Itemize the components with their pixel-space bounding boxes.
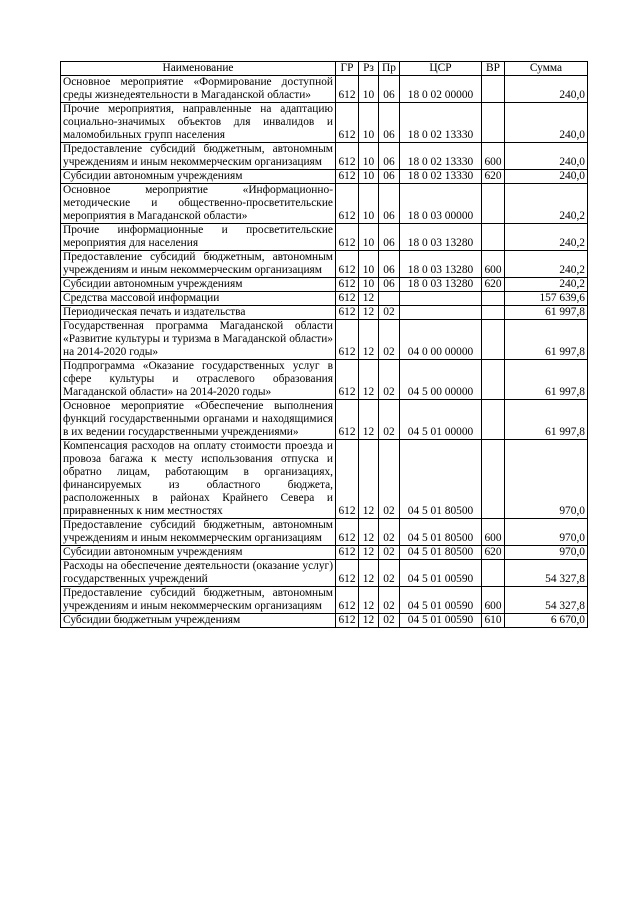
header-pr: Пр <box>379 62 400 76</box>
cell-name: Расходы на обеспечение деятельности (оказание услуг) государственных учреждений <box>61 560 336 587</box>
cell-vr <box>482 360 505 400</box>
cell-rz: 10 <box>359 170 379 184</box>
cell-csr: 04 5 01 00590 <box>400 614 482 628</box>
cell-gr: 612 <box>336 614 359 628</box>
cell-csr <box>400 292 482 306</box>
table-row <box>61 224 588 251</box>
table-row <box>61 184 588 224</box>
cell-gr: 612 <box>336 560 359 587</box>
table-row <box>61 306 588 320</box>
cell-gr: 612 <box>336 251 359 278</box>
cell-pr: 02 <box>379 614 400 628</box>
cell-sum: 54 327,8 <box>505 587 588 614</box>
cell-rz: 12 <box>359 440 379 519</box>
cell-csr: 04 5 01 80500 <box>400 546 482 560</box>
cell-pr: 06 <box>379 184 400 224</box>
cell-name: Прочие информационные и просветительские мероприятия для населения <box>61 224 336 251</box>
cell-sum: 6 670,0 <box>505 614 588 628</box>
cell-vr <box>482 224 505 251</box>
cell-gr: 612 <box>336 519 359 546</box>
table-row <box>61 251 588 278</box>
cell-vr: 610 <box>482 614 505 628</box>
table-row <box>61 614 588 628</box>
cell-rz: 12 <box>359 306 379 320</box>
cell-pr: 02 <box>379 587 400 614</box>
cell-pr: 06 <box>379 224 400 251</box>
cell-sum: 61 997,8 <box>505 306 588 320</box>
table-row <box>61 587 588 614</box>
cell-name: Средства массовой информации <box>61 292 336 306</box>
table-row <box>61 103 588 143</box>
cell-name: Предоставление субсидий бюджетным, автономным учреждениям и иным некоммерческим организациям <box>61 519 336 546</box>
header-vr: ВР <box>482 62 505 76</box>
cell-rz: 12 <box>359 560 379 587</box>
cell-sum: 240,0 <box>505 76 588 103</box>
cell-rz: 12 <box>359 546 379 560</box>
cell-csr: 04 5 01 80500 <box>400 440 482 519</box>
cell-vr <box>482 306 505 320</box>
cell-pr: 02 <box>379 400 400 440</box>
cell-name: Субсидии автономным учреждениям <box>61 170 336 184</box>
cell-vr: 620 <box>482 546 505 560</box>
cell-pr: 02 <box>379 560 400 587</box>
cell-pr: 02 <box>379 360 400 400</box>
cell-pr: 06 <box>379 170 400 184</box>
cell-gr: 612 <box>336 103 359 143</box>
cell-name: Предоставление субсидий бюджетным, автономным учреждениям и иным некоммерческим организациям <box>61 251 336 278</box>
table-row <box>61 560 588 587</box>
cell-gr: 612 <box>336 440 359 519</box>
cell-gr: 612 <box>336 143 359 170</box>
cell-pr <box>379 292 400 306</box>
cell-csr: 04 5 01 00000 <box>400 400 482 440</box>
cell-vr: 620 <box>482 278 505 292</box>
cell-sum: 970,0 <box>505 546 588 560</box>
cell-gr: 612 <box>336 360 359 400</box>
cell-name: Основное мероприятие «Информационно-методические и общественно-просветительские мероприятия в Магаданской области» <box>61 184 336 224</box>
cell-sum: 157 639,6 <box>505 292 588 306</box>
cell-vr <box>482 440 505 519</box>
cell-pr: 06 <box>379 76 400 103</box>
header-csr: ЦСР <box>400 62 482 76</box>
cell-vr <box>482 76 505 103</box>
cell-csr: 18 0 03 13280 <box>400 278 482 292</box>
cell-name: Субсидии бюджетным учреждениям <box>61 614 336 628</box>
cell-vr <box>482 320 505 360</box>
cell-rz: 10 <box>359 184 379 224</box>
cell-name: Основное мероприятие «Обеспечение выполнения функций государственными органами и находящимися в их ведении государственными учреждениями» <box>61 400 336 440</box>
budget-table <box>60 61 588 628</box>
cell-rz: 10 <box>359 76 379 103</box>
cell-rz: 10 <box>359 143 379 170</box>
cell-sum: 240,0 <box>505 143 588 170</box>
header-name: Наименование <box>61 62 336 76</box>
cell-gr: 612 <box>336 170 359 184</box>
cell-rz: 12 <box>359 519 379 546</box>
cell-pr: 02 <box>379 320 400 360</box>
table-header <box>61 62 588 76</box>
cell-gr: 612 <box>336 400 359 440</box>
table-row <box>61 546 588 560</box>
cell-vr: 600 <box>482 587 505 614</box>
cell-sum: 240,2 <box>505 184 588 224</box>
cell-vr <box>482 184 505 224</box>
cell-pr: 06 <box>379 103 400 143</box>
table-row <box>61 278 588 292</box>
cell-sum: 240,0 <box>505 170 588 184</box>
cell-pr: 02 <box>379 440 400 519</box>
header-gr: ГР <box>336 62 359 76</box>
table-body <box>61 76 588 628</box>
cell-name: Основное мероприятие «Формирование доступной среды жизнедеятельности в Магаданской области» <box>61 76 336 103</box>
cell-name: Субсидии автономным учреждениям <box>61 278 336 292</box>
cell-rz: 12 <box>359 587 379 614</box>
cell-gr: 612 <box>336 184 359 224</box>
table-row <box>61 320 588 360</box>
cell-vr <box>482 400 505 440</box>
cell-pr: 02 <box>379 546 400 560</box>
cell-name: Предоставление субсидий бюджетным, автономным учреждениям и иным некоммерческим организациям <box>61 587 336 614</box>
header-rz: Рз <box>359 62 379 76</box>
cell-sum: 240,2 <box>505 251 588 278</box>
table-row <box>61 360 588 400</box>
table-row <box>61 400 588 440</box>
cell-csr: 18 0 03 13280 <box>400 251 482 278</box>
cell-sum: 970,0 <box>505 440 588 519</box>
cell-sum: 61 997,8 <box>505 400 588 440</box>
cell-name: Государственная программа Магаданской области «Развитие культуры и туризма в Магаданской области» на 2014-2020 годы» <box>61 320 336 360</box>
cell-rz: 10 <box>359 224 379 251</box>
cell-gr: 612 <box>336 546 359 560</box>
cell-rz: 12 <box>359 320 379 360</box>
cell-gr: 612 <box>336 224 359 251</box>
cell-rz: 12 <box>359 360 379 400</box>
cell-sum: 240,2 <box>505 224 588 251</box>
header-sum: Сумма <box>505 62 588 76</box>
table-row <box>61 76 588 103</box>
cell-name: Периодическая печать и издательства <box>61 306 336 320</box>
cell-csr: 04 0 00 00000 <box>400 320 482 360</box>
cell-rz: 10 <box>359 278 379 292</box>
cell-vr <box>482 103 505 143</box>
cell-pr: 06 <box>379 278 400 292</box>
cell-rz: 12 <box>359 292 379 306</box>
cell-rz: 12 <box>359 614 379 628</box>
table-row <box>61 143 588 170</box>
cell-sum: 240,0 <box>505 103 588 143</box>
cell-csr: 04 5 00 00000 <box>400 360 482 400</box>
cell-csr: 18 0 02 13330 <box>400 103 482 143</box>
cell-csr: 18 0 02 00000 <box>400 76 482 103</box>
cell-csr: 18 0 03 13280 <box>400 224 482 251</box>
cell-vr: 620 <box>482 170 505 184</box>
cell-sum: 54 327,8 <box>505 560 588 587</box>
table-row <box>61 519 588 546</box>
cell-csr <box>400 306 482 320</box>
cell-csr: 04 5 01 00590 <box>400 587 482 614</box>
cell-sum: 240,2 <box>505 278 588 292</box>
cell-sum: 970,0 <box>505 519 588 546</box>
cell-vr: 600 <box>482 143 505 170</box>
cell-rz: 10 <box>359 103 379 143</box>
cell-name: Прочие мероприятия, направленные на адаптацию социально-значимых объектов для инвалидов и маломобильных групп населения <box>61 103 336 143</box>
cell-vr <box>482 292 505 306</box>
cell-name: Компенсация расходов на оплату стоимости проезда и провоза багажа к месту использования отпуска и обратно лицам, работающим в организациях, финансируемых из областного бюджета, расположенных в районах Крайнего Севера и приравненных к ним местностях <box>61 440 336 519</box>
cell-vr <box>482 560 505 587</box>
cell-pr: 06 <box>379 143 400 170</box>
cell-name: Субсидии автономным учреждениям <box>61 546 336 560</box>
table-row <box>61 440 588 519</box>
cell-pr: 02 <box>379 519 400 546</box>
table-row <box>61 292 588 306</box>
cell-csr: 18 0 02 13330 <box>400 143 482 170</box>
cell-sum: 61 997,8 <box>505 320 588 360</box>
cell-gr: 612 <box>336 320 359 360</box>
cell-csr: 04 5 01 80500 <box>400 519 482 546</box>
cell-gr: 612 <box>336 306 359 320</box>
table-row <box>61 170 588 184</box>
cell-vr: 600 <box>482 251 505 278</box>
cell-rz: 10 <box>359 251 379 278</box>
cell-rz: 12 <box>359 400 379 440</box>
cell-name: Подпрограмма «Оказание государственных услуг в сфере культуры и отраслевого образования Магаданской области» на 2014-2020 годы» <box>61 360 336 400</box>
cell-gr: 612 <box>336 76 359 103</box>
cell-gr: 612 <box>336 278 359 292</box>
cell-vr: 600 <box>482 519 505 546</box>
cell-gr: 612 <box>336 587 359 614</box>
cell-pr: 02 <box>379 306 400 320</box>
cell-csr: 04 5 01 00590 <box>400 560 482 587</box>
cell-gr: 612 <box>336 292 359 306</box>
cell-csr: 18 0 03 00000 <box>400 184 482 224</box>
cell-pr: 06 <box>379 251 400 278</box>
cell-name: Предоставление субсидий бюджетным, автономным учреждениям и иным некоммерческим организациям <box>61 143 336 170</box>
cell-sum: 61 997,8 <box>505 360 588 400</box>
cell-csr: 18 0 02 13330 <box>400 170 482 184</box>
